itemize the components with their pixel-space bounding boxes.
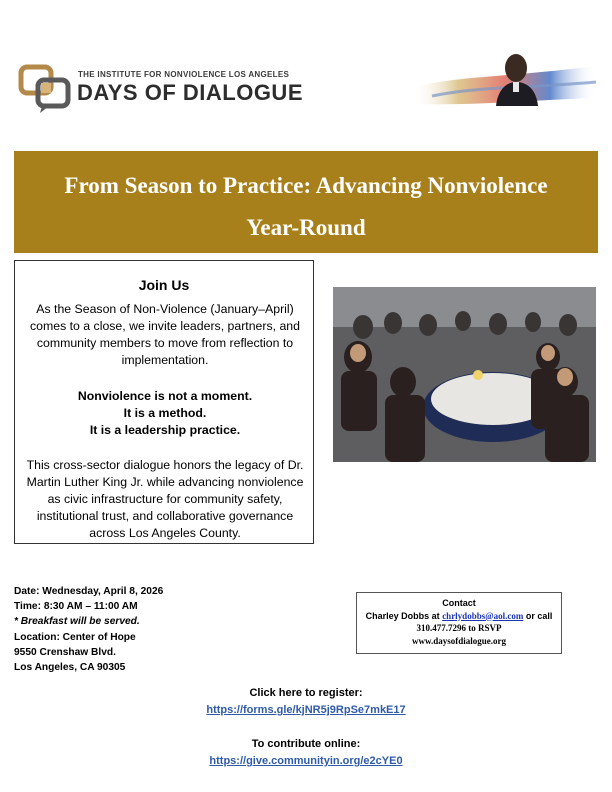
legacy-paragraph: This cross-sector dialogue honors the legacy of Dr. Martin Luther King Jr. while advancing nonviolence as civic infrastructure for community safety, institutional trust, and collaborative governance across Los Angeles County. (26, 458, 304, 540)
mlk-banner-image (412, 48, 596, 110)
event-details (14, 584, 163, 675)
contact-call: or call (523, 610, 553, 621)
event-title (14, 165, 598, 249)
event-address-line1: 9550 Crenshaw Blvd. (14, 646, 116, 658)
contact-name: Charley Dobbs at (365, 610, 443, 621)
event-time: Time: 8:30 AM – 11:00 AM (14, 601, 138, 613)
event-location: Location: Center of Hope (14, 631, 136, 643)
join-intro-paragraph: As the Season of Non-Violence (January–April) comes to a close, we invite leaders, partners, and community members to move from reflection to implementation. (30, 302, 300, 367)
contact-email-link[interactable]: chrlydobbs@aol.com (442, 610, 524, 621)
motto-line: Nonviolence is not a moment. (77, 389, 253, 403)
dialogue-event-photo (333, 287, 596, 462)
contact-heading: Contact (442, 598, 476, 608)
motto-line: It is a leadership practice. (89, 423, 241, 437)
contact-line (357, 610, 561, 623)
motto-line: It is a method. (123, 406, 207, 420)
contribute-link[interactable]: https://give.communityin.org/e2cYE0 (209, 755, 403, 767)
days-of-dialogue-logo (18, 64, 318, 120)
register-label: Click here to register: (249, 687, 363, 699)
contact-phone: 310.477.7296 to RSVP (416, 623, 502, 633)
logo-subtitle: THE INSTITUTE FOR NONVIOLENCE LOS ANGELES (78, 70, 290, 79)
join-us-heading: Join Us (138, 277, 190, 293)
register-link[interactable]: https://forms.gle/kjNR5j9RpSe7mkE17 (206, 704, 406, 716)
breakfast-note: * Breakfast will be served. (14, 616, 140, 628)
dialogue-bubbles-icon (18, 64, 74, 114)
event-address-line2: Los Angeles, CA 90305 (14, 662, 126, 674)
title-banner (14, 151, 598, 253)
contact-website: www.daysofdialogue.org (411, 635, 506, 646)
event-title-line1: From Season to Practice: Advancing Nonviolence (64, 173, 548, 198)
logo-title: DAYS OF DIALOGUE (77, 80, 303, 105)
contribute-label: To contribute online: (251, 738, 361, 750)
event-title-line2: Year-Round (246, 215, 366, 240)
event-date: Date: Wednesday, April 8, 2026 (14, 586, 164, 597)
nonviolence-motto (25, 388, 305, 439)
contact-box (356, 592, 562, 654)
join-us-box (14, 260, 314, 544)
